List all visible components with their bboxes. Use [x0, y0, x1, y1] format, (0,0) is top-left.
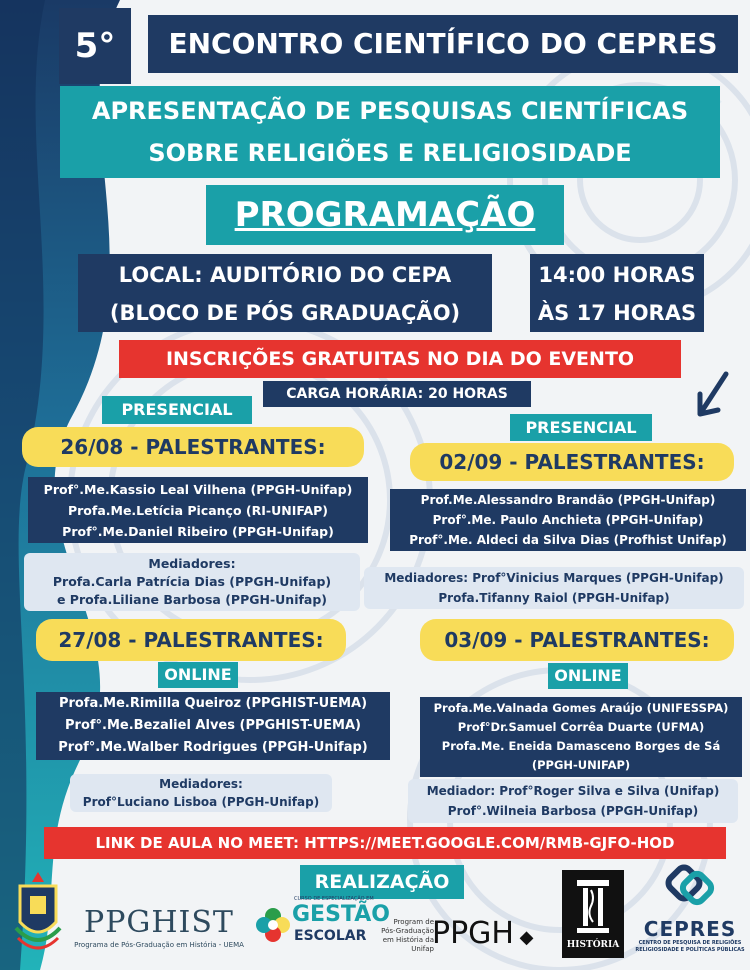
speaker: Prof°.Me.Daniel Ribeiro (PPGH-Unifap): [62, 524, 334, 539]
location-line-2: (BLOCO DE PÓS GRADUAÇÃO): [109, 301, 461, 325]
mediator-line: Prof°.Wilneia Barbosa (PPGH-Unifap): [447, 804, 699, 818]
historia-logo: [562, 870, 624, 958]
crest-icon: [10, 868, 66, 958]
speaker: Prof°.Me.Bezaliel Alves (PPGHIST-UEMA): [65, 718, 361, 733]
speaker: Prof°.Me.Walber Rodrigues (PPGH-Unifap): [58, 740, 368, 755]
speaker: Profa.Me.Rimilla Queiroz (PPGHIST-UEMA): [58, 696, 368, 711]
meet-link-banner: LINK DE AULA NO MEET: HTTPS://MEET.GOOGLE.COM/RMB-GJFO-HOD: [44, 827, 726, 859]
flower-icon: [254, 906, 292, 944]
ppgh-logo: [432, 916, 554, 956]
speaker: Profa.Me.Valnada Gomes Araújo (UNIFESSPA): [433, 701, 729, 715]
registration-banner: INSCRIÇÕES GRATUITAS NO DIA DO EVENTO: [119, 340, 681, 378]
mode-online-0309: ONLINE: [548, 663, 628, 689]
ppgh-arrow-icon: ◆: [519, 927, 534, 948]
ppghist-logo-text: PPGHIST: [84, 905, 234, 940]
speaker: Profa.Me. Eneida Damasceno Borges de Sá: [441, 739, 721, 753]
mediators-0209: [364, 567, 744, 609]
speakers-0309: [420, 697, 742, 777]
event-title: ENCONTRO CIENTÍFICO DO CEPRES: [148, 15, 738, 73]
time-box: [530, 254, 704, 332]
event-subtitle: [60, 86, 720, 178]
edition-number: 5°: [59, 8, 131, 84]
mediator-line: Mediadores: Prof°Vinicius Marques (PPGH-Unifap): [384, 571, 724, 585]
ppghist-logo-subtitle: Programa de Pós-Graduação em História - UEMA: [74, 941, 244, 949]
ppghist-logo: [70, 906, 248, 956]
ppgh-logo-text: PPGH: [432, 916, 514, 951]
speaker: Prof°.Me.Kassio Leal Vilhena (PPGH-Unifap): [43, 482, 353, 497]
speaker: (PPGH-UNIFAP): [531, 758, 631, 772]
arrow-down-left-icon: [688, 368, 734, 424]
cepres-logo: [632, 864, 748, 960]
location-box: [78, 254, 492, 332]
realizacao-label: REALIZAÇÃO: [300, 865, 464, 899]
programacao-heading: PROGRAMAÇÃO: [206, 185, 564, 245]
mediator-line: Profa.Tifanny Raiol (PPGH-Unifap): [438, 591, 670, 605]
session-heading-0209: 02/09 - PALESTRANTES:: [410, 443, 734, 481]
cepres-logo-text: CEPRES: [643, 917, 737, 941]
session-heading-2708: 27/08 - PALESTRANTES:: [36, 619, 346, 661]
time-line-2: ÀS 17 HORAS: [537, 301, 697, 325]
subtitle-line-1: APRESENTAÇÃO DE PESQUISAS CIENTÍFICAS: [91, 97, 689, 125]
gestao-logo-main: GESTÃO: [292, 902, 390, 927]
cepres-mark-icon: [655, 864, 725, 914]
mediators-2708: [70, 774, 332, 812]
speakers-2708: [36, 692, 390, 760]
mode-online-2708: ONLINE: [158, 662, 238, 688]
mediator-line: Profa.Carla Patrícia Dias (PPGH-Unifap): [52, 574, 332, 589]
column-icon: [573, 876, 613, 936]
session-heading-0309: 03/09 - PALESTRANTES:: [420, 619, 734, 661]
mediators-0309: [408, 779, 738, 823]
mediator-line: Mediador: Prof°Roger Silva e Silva (Unifap): [426, 784, 720, 798]
speaker: Prof.Me.Alessandro Brandão (PPGH-Unifap): [420, 493, 716, 507]
mediator-line: Mediadores:: [159, 777, 243, 791]
gestao-escolar-logo: [254, 896, 390, 956]
mediators-2608: [24, 553, 360, 611]
gestao-logo-top: CURSO DE ESPECIALIZAÇÃO EM: [294, 896, 374, 902]
program-text: Program de Pós-Graduação em História da Unifap: [381, 918, 434, 953]
location-line-1: LOCAL: AUDITÓRIO DO CEPA: [118, 263, 452, 287]
mode-presencial-2608: PRESENCIAL: [102, 396, 252, 424]
mediator-line: Prof°Luciano Lisboa (PPGH-Unifap): [82, 795, 320, 809]
workload-label: CARGA HORÁRIA: 20 HORAS: [263, 381, 531, 407]
mediator-line: e Profa.Liliane Barbosa (PPGH-Unifap): [56, 592, 328, 607]
mode-presencial-0209: PRESENCIAL: [510, 414, 652, 441]
session-heading-2608: 26/08 - PALESTRANTES:: [22, 427, 364, 467]
speakers-2608: [28, 477, 368, 543]
speaker: Prof°.Me. Aldeci da Silva Dias (Profhist Unifap): [409, 533, 727, 547]
speaker: Profa.Me.Letícia Picanço (RI-UNIFAP): [67, 503, 329, 518]
subtitle-line-2: SOBRE RELIGIÕES E RELIGIOSIDADE: [148, 139, 632, 167]
speakers-0209: [390, 489, 746, 551]
gestao-logo-sub: ESCOLAR: [294, 928, 367, 944]
cepres-logo-subtitle: CENTRO DE PESQUISA DE RELIGIÕES RELIGIOSIDADE E POLÍTICAS PÚBLICAS: [635, 940, 745, 953]
time-line-1: 14:00 HORAS: [538, 263, 696, 287]
historia-logo-text: HISTÓRIA: [566, 940, 620, 950]
mediator-line: Mediadores:: [148, 556, 236, 571]
speaker: Prof°Dr.Samuel Corrêa Duarte (UFMA): [457, 720, 705, 734]
speaker: Prof°.Me. Paulo Anchieta (PPGH-Unifap): [432, 513, 704, 527]
